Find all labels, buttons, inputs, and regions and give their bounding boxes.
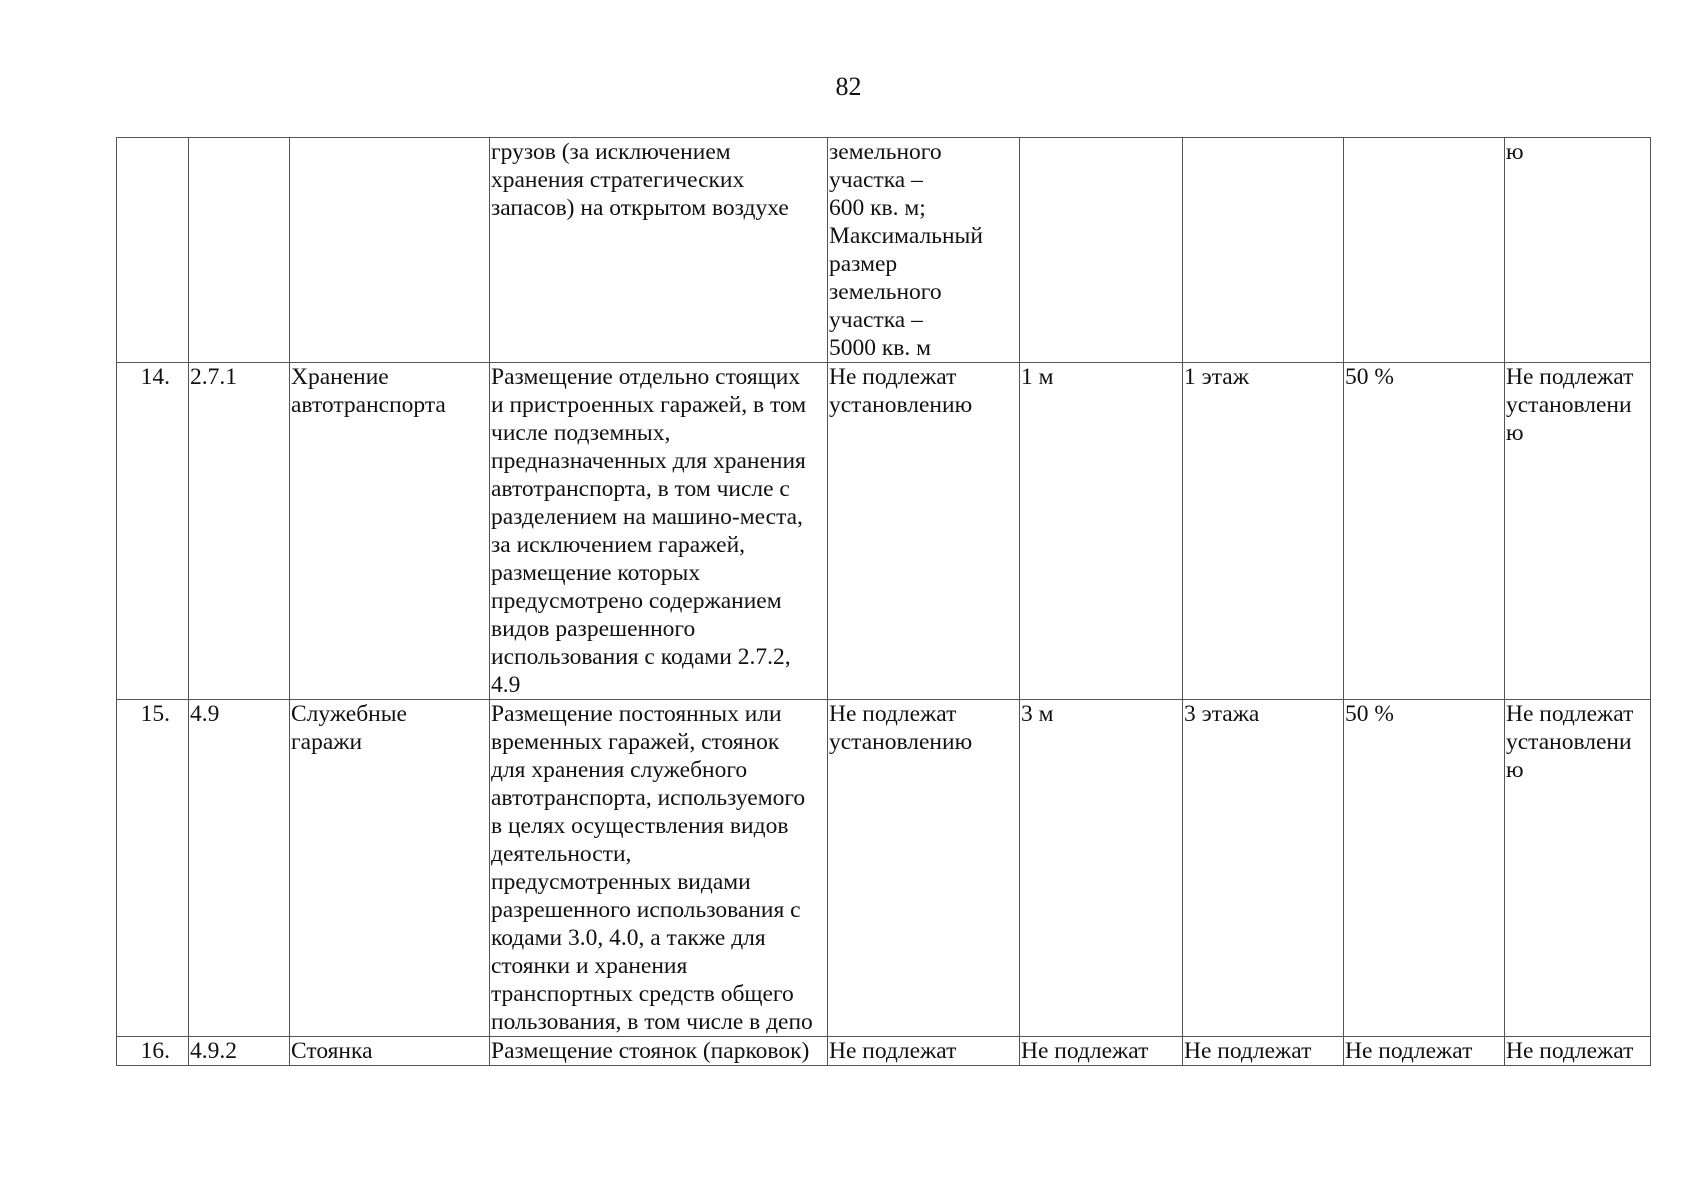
plot-size-cell: Не подлежат установлению xyxy=(828,363,1020,700)
row-number-cell: 15. xyxy=(117,700,189,1037)
coverage-cell: 50 % xyxy=(1344,700,1505,1037)
plot-size-cell: Не подлежат установлению xyxy=(828,700,1020,1037)
table-row xyxy=(117,1037,1651,1066)
plot-size-cell: земельного участка – 600 кв. м; Максимальный размер земельного участка – 5000 кв. м xyxy=(828,138,1020,363)
table-row xyxy=(117,363,1651,700)
coverage-cell xyxy=(1344,138,1505,363)
other-params-cell: Не подлежат установлени ю xyxy=(1505,363,1651,700)
description-cell: Размещение постоянных или временных гаражей, стоянок для хранения служебного автотранспорта, используемого в целях осуществления видов деятельности, предусмотренных видами разрешенного использования с кодами 3.0, 4.0, а также для стоянки и хранения транспортных средств общего пользования, в том числе в депо xyxy=(490,700,828,1037)
page-number: 82 xyxy=(835,72,862,101)
description-cell: Размещение стоянок (парковок) xyxy=(490,1037,828,1066)
other-params-cell: Не подлежат установлени ю xyxy=(1505,700,1651,1037)
plot-size-cell: Не подлежат xyxy=(828,1037,1020,1066)
row-number-cell: 16. xyxy=(117,1037,189,1066)
floors-cell xyxy=(1183,138,1344,363)
use-type-cell: Хранение автотранспорта xyxy=(290,363,490,700)
code-cell: 4.9.2 xyxy=(189,1037,290,1066)
use-type-cell: Стоянка xyxy=(290,1037,490,1066)
row-number-cell xyxy=(117,138,189,363)
setback-cell: 3 м xyxy=(1020,700,1183,1037)
setback-cell: Не подлежат xyxy=(1020,1037,1183,1066)
other-params-cell: Не подлежат xyxy=(1505,1037,1651,1066)
use-type-cell xyxy=(290,138,490,363)
floors-cell: 3 этажа xyxy=(1183,700,1344,1037)
regulations-table xyxy=(116,137,1651,1066)
description-cell: грузов (за исключением хранения стратегических запасов) на открытом воздухе xyxy=(490,138,828,363)
code-cell: 4.9 xyxy=(189,700,290,1037)
table-row xyxy=(117,138,1651,363)
code-cell xyxy=(189,138,290,363)
use-type-cell: Служебные гаражи xyxy=(290,700,490,1037)
setback-cell: 1 м xyxy=(1020,363,1183,700)
setback-cell xyxy=(1020,138,1183,363)
floors-cell: Не подлежат xyxy=(1183,1037,1344,1066)
coverage-cell: Не подлежат xyxy=(1344,1037,1505,1066)
other-params-cell: ю xyxy=(1505,138,1651,363)
description-cell: Размещение отдельно стоящих и пристроенных гаражей, в том числе подземных, предназначенных для хранения автотранспорта, в том числе с разделением на машино-места, за исключением гаражей, размещение которых предусмотрено содержанием видов разрешенного использования с кодами 2.7.2, 4.9 xyxy=(490,363,828,700)
coverage-cell: 50 % xyxy=(1344,363,1505,700)
floors-cell: 1 этаж xyxy=(1183,363,1344,700)
code-cell: 2.7.1 xyxy=(189,363,290,700)
table-row xyxy=(117,700,1651,1037)
row-number-cell: 14. xyxy=(117,363,189,700)
